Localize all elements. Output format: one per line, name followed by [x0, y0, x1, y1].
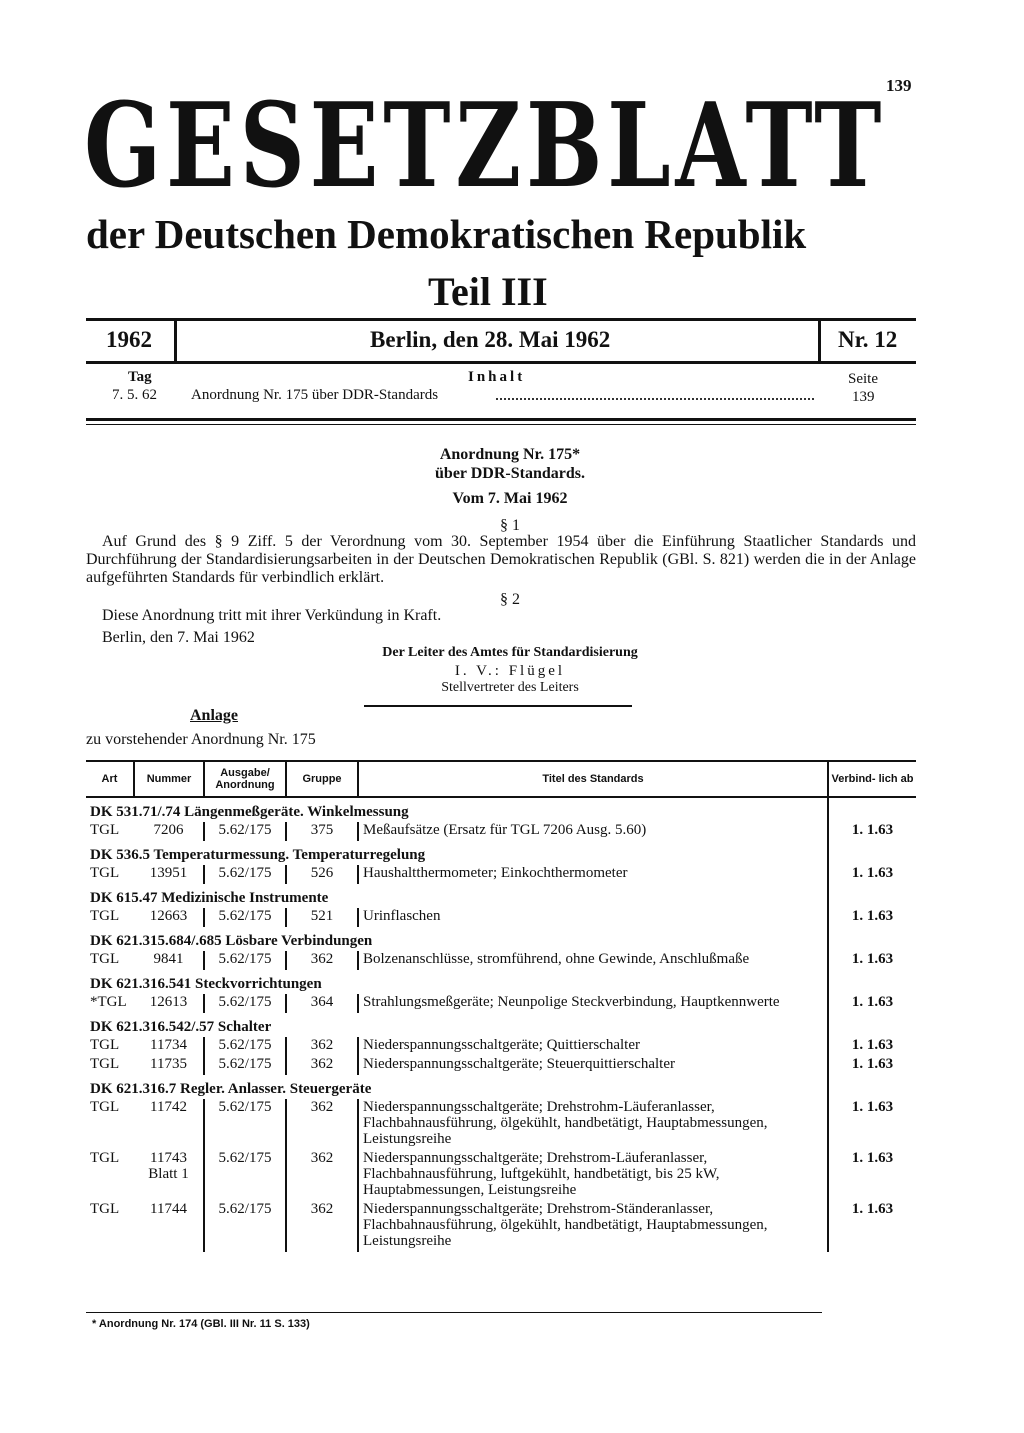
group-heading: DK 621.316.7 Regler. Anlasser. Steuergeräte [90, 1081, 372, 1097]
issue-number: Nr. 12 [838, 327, 898, 352]
cell-titel: Niederspannungsschaltgeräte; Drehstrom-Läuferanlasser, Flachbahnausführung, luftgekühlt, handbetätigt, bis 25 kW, Hauptabmessungen, Leistungsreihe [363, 1150, 720, 1198]
cell-art: TGL [90, 1099, 120, 1115]
cell-nummer: 11735 [134, 1056, 204, 1075]
contents-inhalt-label: Inhalt [468, 369, 526, 385]
annex-subtitle: zu vorstehender Anordnung Nr. 175 [86, 731, 316, 748]
contents-tag-label: Tag [128, 369, 152, 385]
signature-rule [364, 705, 632, 707]
cell-verbindlich-ab: 1. 1.63 [828, 1201, 916, 1252]
cell-titel: Haushaltthermometer; Einkochthermometer [363, 865, 628, 881]
table-row [86, 822, 916, 841]
group-heading-row [86, 927, 916, 951]
cell-verbindlich-ab: 1. 1.63 [828, 951, 916, 970]
table-row [86, 1099, 916, 1150]
cell-art: TGL [90, 908, 120, 924]
col-header-verbindlich: Verbind- lich ab [828, 761, 916, 797]
cell-gruppe: 526 [286, 865, 358, 884]
group-heading-spacer [828, 970, 916, 994]
cell-ausgabe: 5.62/175 [204, 994, 286, 1013]
cell-gruppe: 521 [286, 908, 358, 927]
page-number: 139 [886, 76, 912, 95]
cell-ausgabe: 5.62/175 [204, 1056, 286, 1075]
group-heading-row [86, 797, 916, 822]
cell-verbindlich-ab: 1. 1.63 [828, 1099, 916, 1150]
group-heading: DK 531.71/.74 Längenmeßgeräte. Winkelmessung [90, 804, 409, 820]
cell-ausgabe: 5.62/175 [204, 951, 286, 970]
cell-titel: Strahlungsmeßgeräte; Neunpolige Steckverbindung, Hauptkennwerte [363, 994, 780, 1010]
table-row [86, 1037, 916, 1056]
cell-ausgabe: 5.62/175 [204, 1099, 286, 1150]
cell-art: TGL [90, 1037, 120, 1053]
section-2-label: § 2 [500, 591, 520, 608]
cell-gruppe: 362 [286, 1037, 358, 1056]
cell-titel: Bolzenanschlüsse, stromführend, ohne Gewinde, Anschlußmaße [363, 951, 750, 967]
group-heading: DK 621.315.684/.685 Lösbare Verbindungen [90, 933, 373, 949]
cell-ausgabe: 5.62/175 [204, 1150, 286, 1201]
table-row [86, 1056, 916, 1075]
footnote-rule [86, 1312, 822, 1313]
issue-year: 1962 [106, 327, 152, 352]
table-row [86, 1201, 916, 1252]
table-header-row [86, 761, 916, 797]
cell-art: TGL [90, 1150, 120, 1166]
cell-nummer: 12663 [134, 908, 204, 927]
cell-nummer: 11742 [134, 1099, 204, 1150]
ordinance-title-2: über DDR-Standards. [435, 465, 585, 482]
section-1-label: § 1 [500, 517, 520, 534]
group-heading-row [86, 1013, 916, 1037]
cell-nummer: 9841 [134, 951, 204, 970]
col-header-art: Art [86, 761, 134, 797]
ordinance-place-date: Berlin, den 7. Mai 1962 [102, 629, 255, 646]
footnote: * Anordnung Nr. 174 (GBl. III Nr. 11 S. 133) [92, 1318, 310, 1330]
col-header-ausgabe: Ausgabe/ Anordnung [204, 761, 286, 797]
cell-ausgabe: 5.62/175 [204, 865, 286, 884]
contents-entry-title: Anordnung Nr. 175 über DDR-Standards [191, 387, 439, 403]
cell-verbindlich-ab: 1. 1.63 [828, 1056, 916, 1075]
cell-titel: Niederspannungsschaltgeräte; Drehstrohm-Läuferanlasser, Flachbahnausführung, ölgekühlt, handbetätigt, Hauptabmessungen, Leistungsreihe [363, 1099, 768, 1147]
masthead-subtitle: der Deutschen Demokratischen Republik [86, 211, 807, 257]
group-heading-row [86, 884, 916, 908]
table-row [86, 951, 916, 970]
group-heading-spacer [828, 927, 916, 951]
cell-gruppe: 362 [286, 1099, 358, 1150]
group-heading: DK 621.316.542/.57 Schalter [90, 1019, 272, 1035]
cell-nummer: 11734 [134, 1037, 204, 1056]
cell-nummer: 7206 [134, 822, 204, 841]
signer-role: Stellvertreter des Leiters [441, 680, 579, 695]
cell-verbindlich-ab: 1. 1.63 [828, 908, 916, 927]
standards-table [86, 760, 916, 1252]
cell-ausgabe: 5.62/175 [204, 1201, 286, 1252]
issue-info-bar [86, 318, 916, 364]
table-row [86, 1150, 916, 1201]
issue-place-date: Berlin, den 28. Mai 1962 [370, 327, 611, 352]
cell-gruppe: 362 [286, 1056, 358, 1075]
cell-verbindlich-ab: 1. 1.63 [828, 822, 916, 841]
group-heading-row [86, 841, 916, 865]
group-heading-spacer [828, 841, 916, 865]
cell-titel: Niederspannungsschaltgeräte; Steuerquittierschalter [363, 1056, 675, 1072]
bar-divider [818, 321, 821, 361]
cell-art: TGL [90, 951, 120, 967]
cell-gruppe: 362 [286, 1201, 358, 1252]
group-heading-row [86, 1075, 916, 1099]
section-2-text: Diese Anordnung tritt mit ihrer Verkündung in Kraft. [102, 607, 442, 624]
group-heading-row [86, 970, 916, 994]
cell-ausgabe: 5.62/175 [204, 822, 286, 841]
signer-office: Der Leiter des Amtes für Standardisierung [382, 645, 638, 660]
cell-art: TGL [90, 1056, 120, 1072]
cell-titel: Niederspannungsschaltgeräte; Quittierschalter [363, 1037, 640, 1053]
cell-verbindlich-ab: 1. 1.63 [828, 1150, 916, 1201]
group-heading-spacer [828, 797, 916, 822]
cell-titel: Meßaufsätze (Ersatz für TGL 7206 Ausg. 5.60) [363, 822, 647, 838]
col-header-nummer: Nummer [134, 761, 204, 797]
contents-rule-thin [86, 424, 916, 425]
cell-nummer: 11743 Blatt 1 [134, 1150, 204, 1201]
group-heading: DK 621.316.541 Steckvorrichtungen [90, 976, 322, 992]
table-row [86, 994, 916, 1013]
cell-verbindlich-ab: 1. 1.63 [828, 865, 916, 884]
table-row [86, 908, 916, 927]
table-row [86, 865, 916, 884]
cell-art: TGL [90, 865, 120, 881]
section-1-text: Auf Grund des § 9 Ziff. 5 der Verordnung vom 30. September 1954 über die Einführung Staatlicher Standards und Durchführung der Standardisierungsarbeiten in der Deutschen Demokratischen Republik (GBl. S. 821) werden die in der Anlage aufgeführten Standards für verbindlich erklärt. [86, 533, 916, 586]
ordinance-date: Vom 7. Mai 1962 [452, 490, 568, 507]
group-heading-spacer [828, 884, 916, 908]
col-header-titel: Titel des Standards [358, 761, 828, 797]
group-heading: DK 615.47 Medizinische Instrumente [90, 890, 329, 906]
cell-nummer: 12613 [134, 994, 204, 1013]
cell-nummer: 11744 [134, 1201, 204, 1252]
cell-verbindlich-ab: 1. 1.63 [828, 994, 916, 1013]
group-heading-spacer [828, 1013, 916, 1037]
cell-nummer: 13951 [134, 865, 204, 884]
part-label: Teil III [428, 269, 548, 314]
signer-name: I. V.: Flügel [454, 663, 566, 679]
col-header-gruppe: Gruppe [286, 761, 358, 797]
annex-title: Anlage [190, 707, 238, 724]
cell-gruppe: 362 [286, 1150, 358, 1201]
cell-verbindlich-ab: 1. 1.63 [828, 1037, 916, 1056]
ordinance-title-1: Anordnung Nr. 175* [439, 446, 581, 463]
contents-seite-label: Seite [848, 371, 878, 387]
cell-gruppe: 362 [286, 951, 358, 970]
cell-ausgabe: 5.62/175 [204, 1037, 286, 1056]
contents-entry-date: 7. 5. 62 [112, 387, 157, 403]
bar-divider [174, 321, 177, 361]
cell-gruppe: 364 [286, 994, 358, 1013]
cell-art: TGL [90, 822, 120, 838]
cell-gruppe: 375 [286, 822, 358, 841]
cell-ausgabe: 5.62/175 [204, 908, 286, 927]
contents-entry-page: 139 [852, 389, 875, 405]
cell-art: TGL [90, 1201, 120, 1217]
group-heading-spacer [828, 1075, 916, 1099]
cell-titel: Niederspannungsschaltgeräte; Drehstrom-Ständeranlasser, Flachbahnausführung, ölgekühlt, handbetätigt, Hauptabmessungen, Leistungsreihe [363, 1201, 768, 1249]
group-heading: DK 536.5 Temperaturmessung. Temperaturregelung [90, 847, 426, 863]
masthead-title: GESETZBLATT [84, 78, 887, 214]
cell-titel: Urinflaschen [363, 908, 441, 924]
cell-art: *TGL [90, 994, 127, 1010]
contents-leader-dots [496, 398, 814, 400]
contents-rule [86, 418, 916, 421]
